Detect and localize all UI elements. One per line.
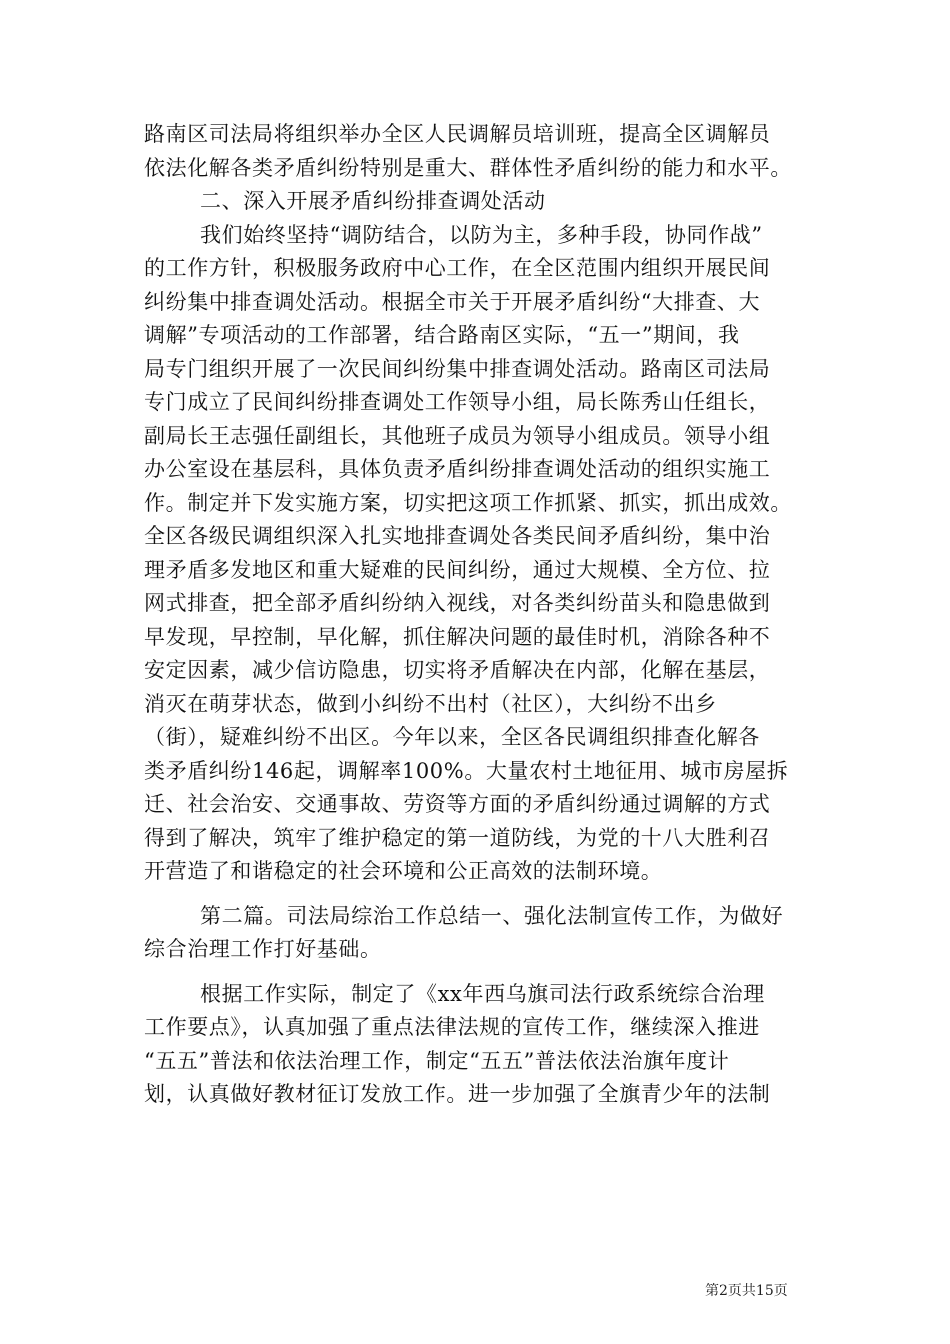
text-line: 早发现，早控制，早化解，抓住解决问题的最佳时机，消除各种不 xyxy=(144,624,771,649)
text-line: 的工作方针，积极服务政府中心工作，在全区范围内组织开展民间 xyxy=(144,256,771,280)
text-line: 纠纷集中排查调处活动。根据全市关于开展矛盾纠纷“大排查、大 xyxy=(144,289,761,314)
text-line: 局专门组织开展了一次民间纠纷集中排查调处活动。路南区司法局 xyxy=(144,356,771,381)
text-line: 安定因素，减少信访隐患，切实将矛盾解决在内部，化解在基层， xyxy=(144,658,771,682)
text-line: 网式排查，把全部矛盾纠纷纳入视线，对各类纠纷苗头和隐患做到 xyxy=(144,591,771,615)
text-line: 我们始终坚持“调防结合，以防为主，多种手段，协同作战” xyxy=(200,222,763,247)
document-body xyxy=(144,118,806,1112)
text-line: 迁、社会治安、交通事故、劳资等方面的矛盾纠纷通过调解的方式 xyxy=(144,792,771,816)
text-line: 划，认真做好教材征订发放工作。进一步加强了全旗青少年的法制 xyxy=(144,1082,771,1106)
text-line: 理矛盾多发地区和重大疑难的民间纠纷，通过大规模、全方位、拉 xyxy=(144,557,771,582)
text-line: 综合治理工作打好基础。 xyxy=(144,937,382,961)
paragraph-gap xyxy=(144,889,806,900)
text-line: 调解”专项活动的工作部署，结合路南区实际，“五一”期间，我 xyxy=(144,323,740,347)
text-line: “五五”普法和依法治理工作，制定“五五”普法依法治旗年度计 xyxy=(144,1048,730,1073)
text-line: 依法化解各类矛盾纠纷特别是重大、群体性矛盾纠纷的能力和水平。 xyxy=(144,155,792,180)
text-line: 作。制定并下发实施方案，切实把这项工作抓紧、抓实，抓出成效。 xyxy=(144,490,792,515)
text-line: 消灭在萌芽状态，做到小纠纷不出村（社区），大纠纷不出乡 xyxy=(144,691,717,716)
text-line: 工作要点》，认真加强了重点法律法规的宣传工作，继续深入推进 xyxy=(144,1015,760,1039)
text-line: 副局长王志强任副组长，其他班子成员为领导小组成员。领导小组 xyxy=(144,423,771,448)
page-number: 第2页共15页 xyxy=(705,1283,788,1299)
text-line: 专门成立了民间纠纷排查调处工作领导小组，局长陈秀山任组长， xyxy=(144,390,771,414)
text-line: 办公室设在基层科，具体负责矛盾纠纷排查调处活动的组织实施工 xyxy=(144,457,771,481)
text-line: （街），疑难纠纷不出区。今年以来，全区各民调组织排查化解各 xyxy=(144,725,760,749)
text-line: 路南区司法局将组织举办全区人民调解员培训班，提高全区调解员 xyxy=(144,122,771,146)
text-line: 得到了解决，筑牢了维护稳定的第一道防线，为党的十八大胜利召 xyxy=(144,825,771,850)
text-line: 类矛盾纠纷146起，调解率100%。大量农村土地征用、城市房屋拆 xyxy=(144,758,789,783)
chapter-heading: 第二篇。司法局综治工作总结一、强化法制宣传工作，为做好 xyxy=(200,903,784,928)
text-line: 开营造了和谐稳定的社会环境和公正高效的法制环境。 xyxy=(144,859,663,883)
paragraph-gap xyxy=(144,967,806,978)
text-line: 根据工作实际，制定了《xx年西乌旗司法行政系统综合治理 xyxy=(200,981,765,1006)
section-heading: 二、深入开展矛盾纠纷排查调处活动 xyxy=(200,189,546,213)
text-line: 全区各级民调组织深入扎实地排查调处各类民间矛盾纠纷，集中治 xyxy=(144,524,771,548)
